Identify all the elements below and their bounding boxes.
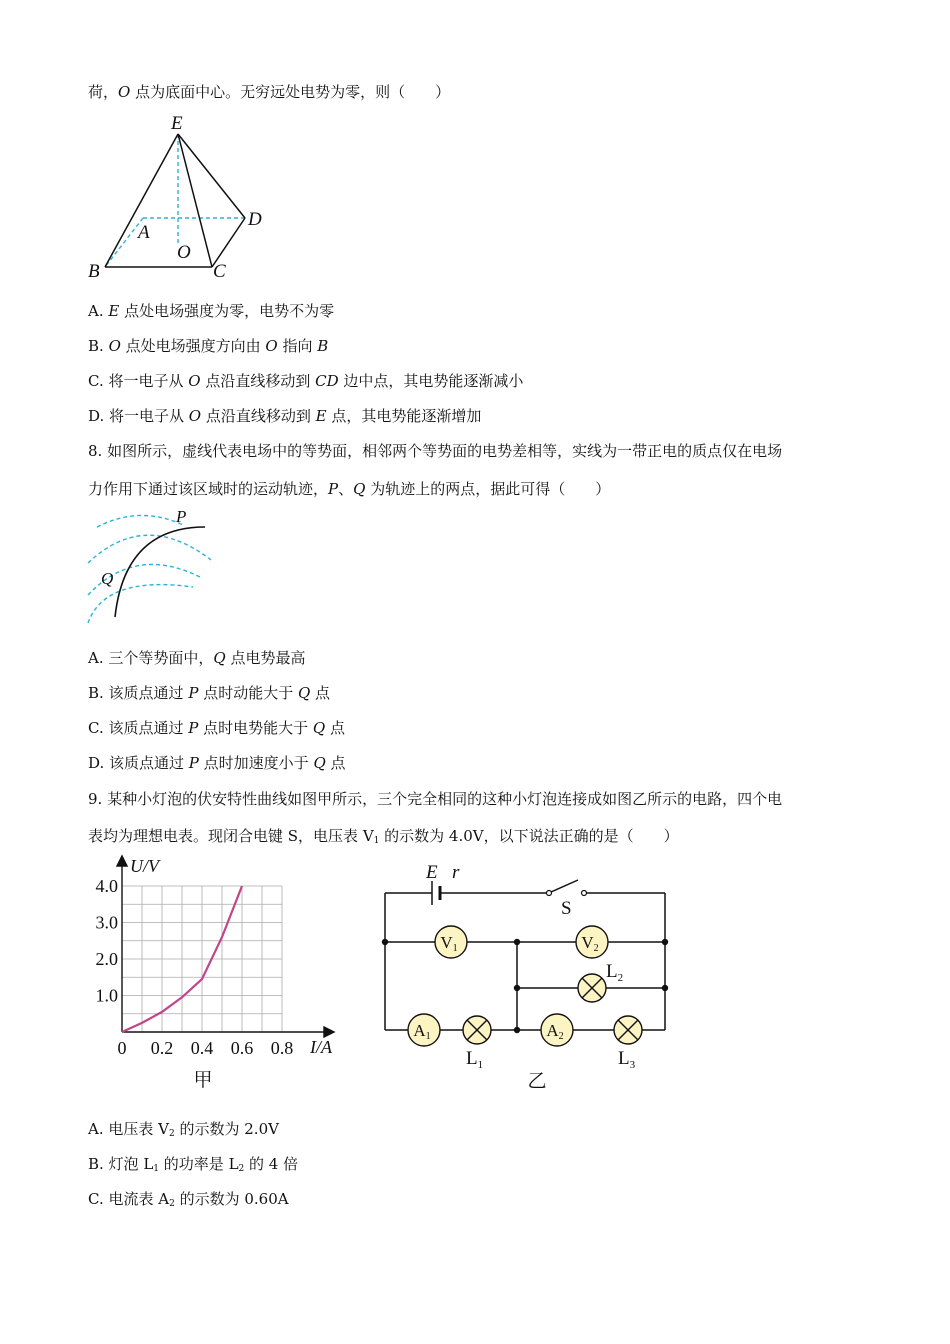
battery-emf-label: E <box>426 862 438 883</box>
q9-stem-line2: 表均为理想电表。现闭合电键 S，电压表 $V_1$ 的示数为 4.0V，以下说法正确的是（ ） <box>88 827 679 846</box>
q8-option-c: C. 该质点通过 P 点时电势能大于 Q 点 <box>88 719 345 737</box>
lamp-l3-label: $L_3$ <box>618 1048 636 1071</box>
x-tick-label: 0.8 <box>270 1038 294 1058</box>
label-c: C <box>213 261 226 282</box>
q8-option-d: D. 该质点通过 P 点时加速度小于 Q 点 <box>88 754 346 772</box>
lamp-l1-label: $L_1$ <box>466 1048 484 1071</box>
label-q: Q <box>101 569 114 588</box>
label-a: A <box>138 222 150 243</box>
svg-text:A1: A1 <box>413 1021 431 1042</box>
q8-option-b: B. 该质点通过 P 点时动能大于 Q 点 <box>88 684 331 702</box>
x-tick-label: 0 <box>117 1038 127 1058</box>
q7-option-a: A. E 点处电场强度为零，电势不为零 <box>88 302 335 320</box>
x-axis-label: I/A <box>310 1037 332 1057</box>
q9-option-a: A. 电压表 $V_2$ 的示数为 2.0V <box>88 1120 279 1139</box>
q9-option-c: C. 电流表 $A_2$ 的示数为 0.60A <box>88 1190 289 1209</box>
x-tick-label: 0.4 <box>190 1038 214 1058</box>
label-o: O <box>177 242 191 263</box>
y-tick-label: 4.0 <box>95 876 118 896</box>
y-tick-label: 2.0 <box>95 949 118 969</box>
q7-option-b: B. O 点处电场强度方向由 O 指向 B <box>88 337 329 355</box>
lamp-l2-label: $L_2$ <box>606 961 624 984</box>
battery-r-label: r <box>452 862 460 883</box>
label-d: D <box>248 209 262 230</box>
x-tick-label: 0.6 <box>230 1038 254 1058</box>
q9-stem-line1: 9. 某种小灯泡的伏安特性曲线如图甲所示，三个完全相同的这种小灯泡连接成如图乙所示的电路，四个电 <box>88 790 783 808</box>
q8-stem-line2: 力作用下通过该区域时的运动轨迹，P、Q 为轨迹上的两点，据此可得（ ） <box>88 480 611 498</box>
q7-option-d: D. 将一电子从 O 点沿直线移动到 E 点，其电势能逐渐增加 <box>88 407 482 425</box>
q8-option-a: A. 三个等势面中，Q 点电势最高 <box>88 649 306 667</box>
svg-text:A2: A2 <box>546 1021 564 1042</box>
label-e: E <box>171 113 183 134</box>
y-axis-label: U/V <box>130 856 159 876</box>
circuit-caption: 乙 <box>527 1071 547 1092</box>
x-tick-label: 0.2 <box>150 1038 174 1058</box>
q7-option-c: C. 将一电子从 O 点沿直线移动到 CD 边中点，其电势能逐渐减小 <box>88 372 524 390</box>
y-tick-label: 3.0 <box>95 912 118 933</box>
switch-label: S <box>561 898 572 919</box>
q7-intro: 荷，O 点为底面中心。无穷远处电势为零，则（ ） <box>88 83 451 101</box>
y-tick-label: 1.0 <box>95 985 118 1006</box>
graph-caption: 甲 <box>193 1070 213 1091</box>
svg-text:V1: V1 <box>440 933 458 954</box>
q9-option-b: B. 灯泡 $L_1$ 的功率是 $L_2$ 的 4 倍 <box>88 1155 299 1174</box>
q8-stem-line1: 8. 如图所示，虚线代表电场中的等势面，相邻两个等势面的电势差相等，实线为一带正电的质点仅在电场 <box>88 442 783 460</box>
label-b: B <box>88 261 100 282</box>
label-p: P <box>176 507 187 526</box>
svg-text:V2: V2 <box>581 933 599 954</box>
